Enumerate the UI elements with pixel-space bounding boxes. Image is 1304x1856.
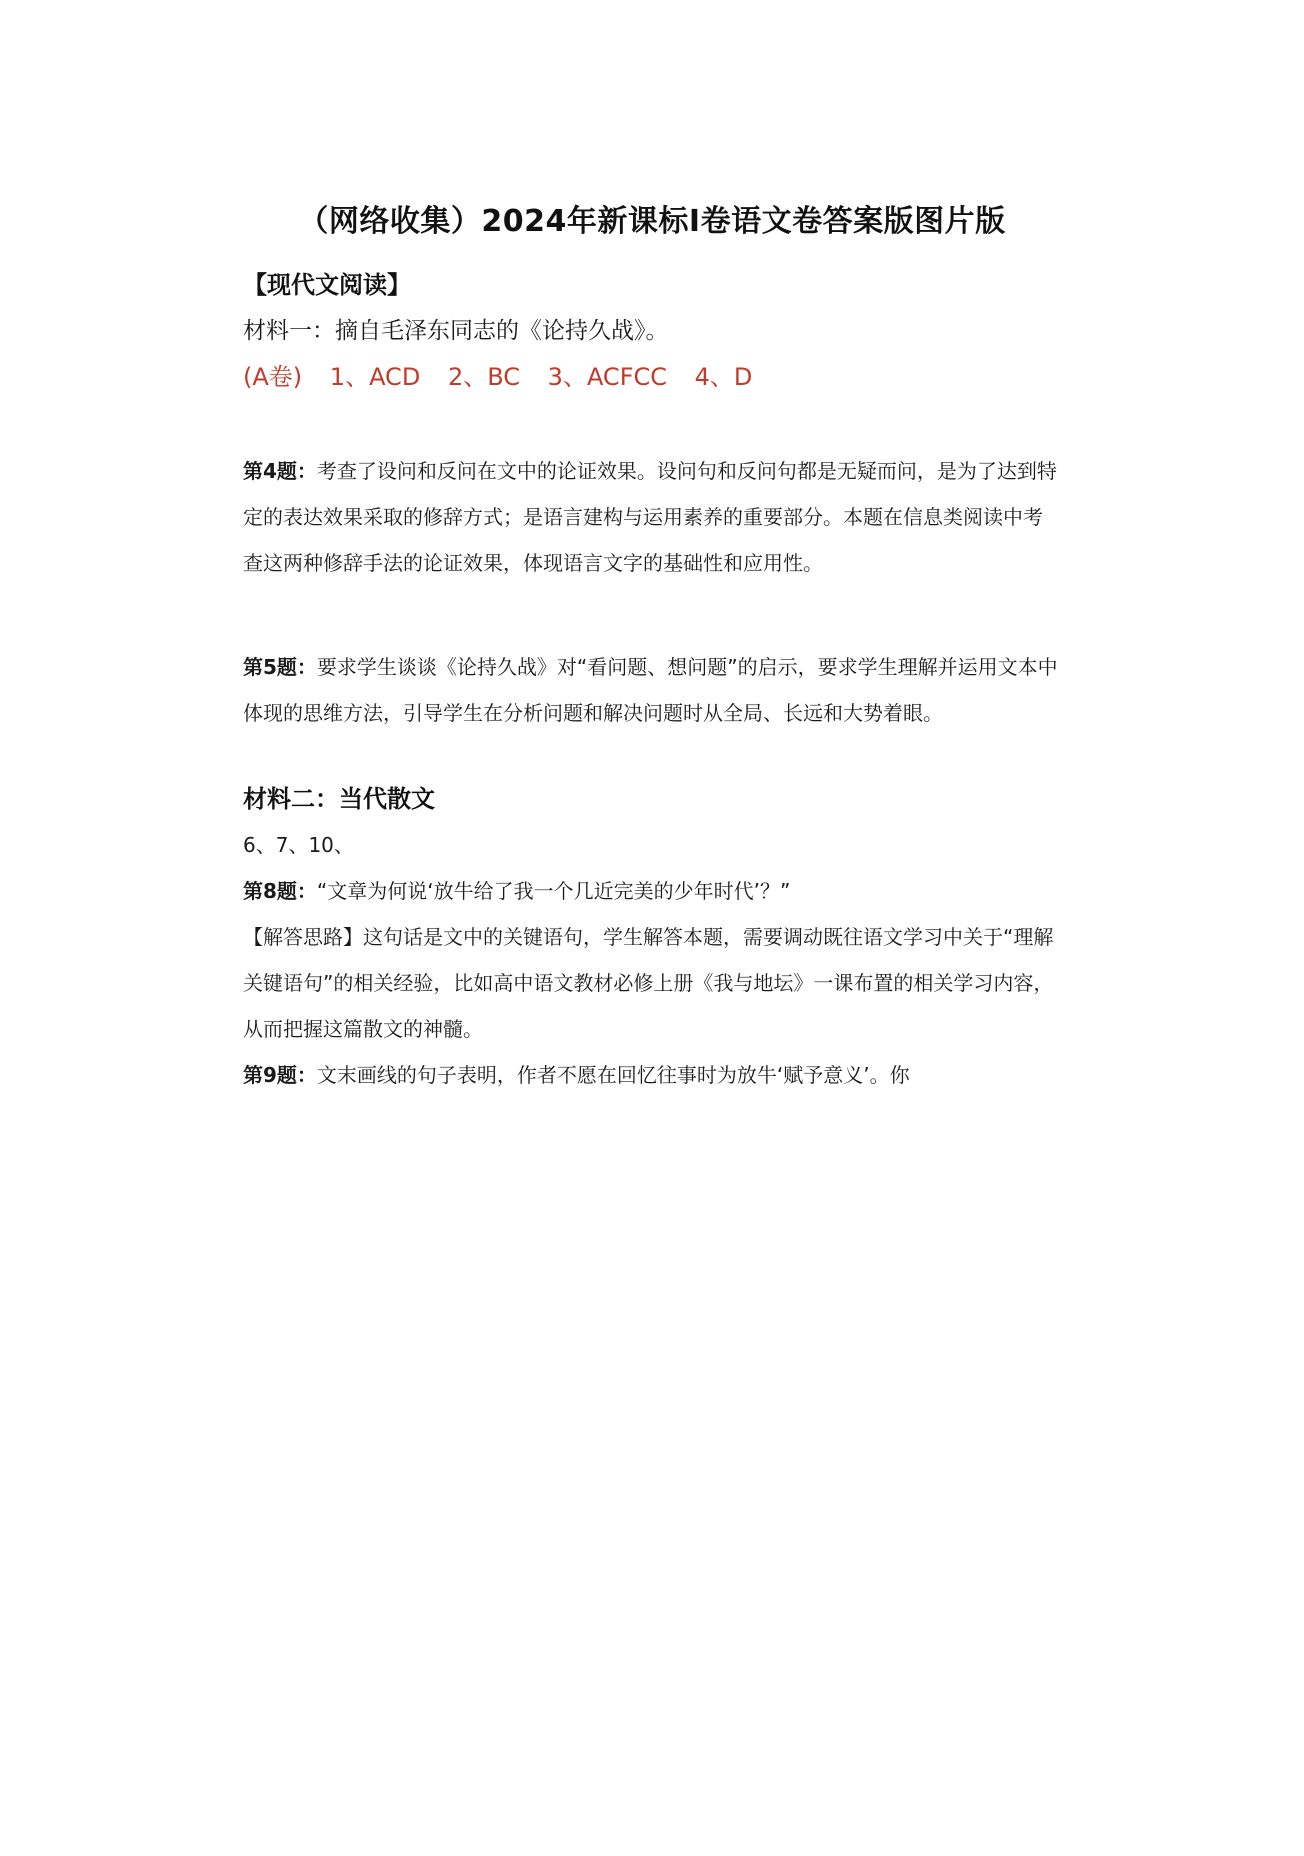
question-5-commentary	[243, 644, 1058, 736]
question-4-text: 考查了设问和反问在文中的论证效果。设问句和反问句都是无疑而问，是为了达到特定的表达效果采取的修辞方式；是语言建构与运用素养的重要部分。本题在信息类阅读中考查这两种修辞手法的论证效果，体现语言文字的基础性和应用性。	[243, 459, 1057, 575]
document-body	[243, 262, 1058, 1098]
document-title: （网络收集）2024年新课标Ⅰ卷语文卷答案版图片版	[298, 204, 1006, 239]
answer-item: 1、ACD	[329, 363, 421, 391]
answer-key-line	[243, 354, 1058, 400]
question-8-line	[243, 868, 1058, 914]
question-9-line	[243, 1052, 1058, 1098]
answer-item: 4、D	[694, 363, 753, 391]
question-5-label: 第5题：	[243, 655, 317, 679]
section-heading-material-two: 材料二：当代散文	[243, 785, 435, 813]
section-heading-modern-reading: 【现代文阅读】	[243, 271, 411, 299]
solution-approach: 【解答思路】这句话是文中的关键语句，学生解答本题，需要调动既往语文学习中关于“理解关键语句”的相关经验，比如高中语文教材必修上册《我与地坛》一课布置的相关学习内容，从而把握这篇散文的神髓。	[243, 925, 1054, 1041]
answer-item: 2、BC	[447, 363, 521, 391]
question-numbers-line: 6、7、10、	[243, 833, 354, 857]
question-4-commentary	[243, 448, 1058, 586]
question-5-text: 要求学生谈谈《论持久战》对“看问题、想问题”的启示，要求学生理解并运用文本中体现的思维方法，引导学生在分析问题和解决问题时从全局、长远和大势着眼。	[243, 655, 1058, 725]
question-9-label: 第9题：	[243, 1063, 317, 1087]
answer-paper-label: (A卷)	[243, 363, 303, 391]
question-8-text: “文章为何说‘放牛给了我一个几近完美的少年时代’？”	[316, 879, 791, 903]
question-4-label: 第4题：	[243, 459, 317, 483]
answer-item: 3、ACFCC	[547, 363, 668, 391]
material-one-source: 材料一：摘自毛泽东同志的《论持久战》。	[243, 318, 669, 344]
question-9-text: 文末画线的句子表明，作者不愿在回忆往事时为放牛‘赋予意义’。你	[316, 1063, 910, 1087]
question-8-label: 第8题：	[243, 879, 317, 903]
